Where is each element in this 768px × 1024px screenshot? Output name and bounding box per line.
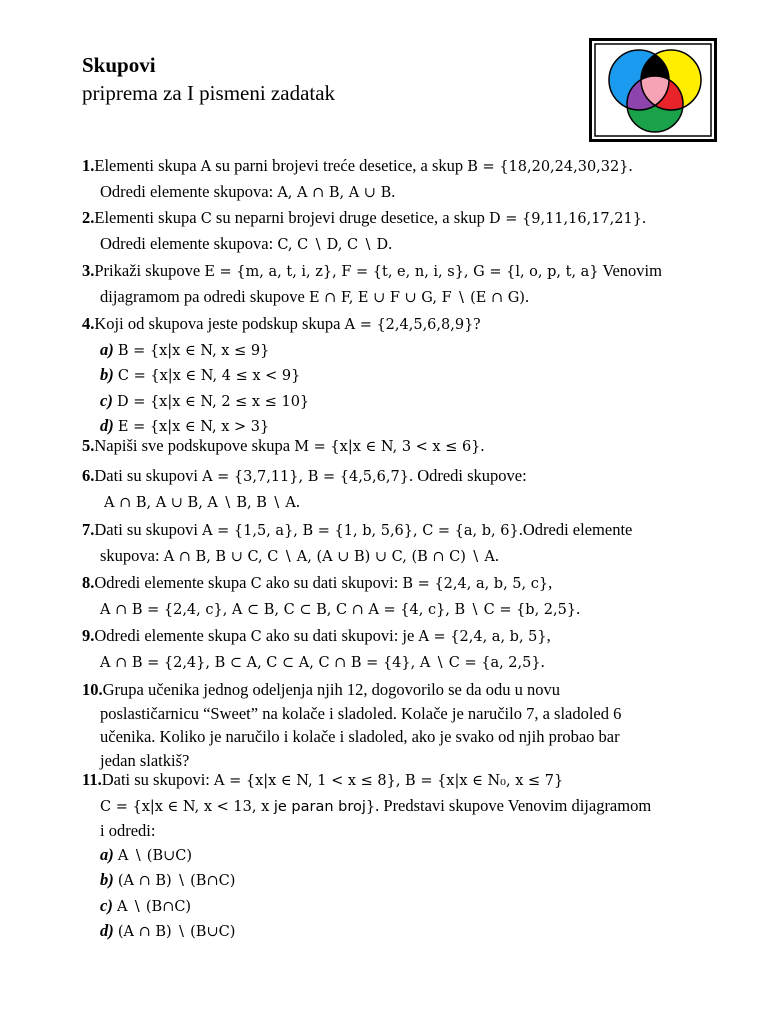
question-7: 7.Dati su skupovi A = {1,5, a}, B = {1, b, 5,6}, C = {a, b, 6}.Odredi elemente skupova: A ∩ B, B ∪ C, C ∖ A, (A ∪ B) ∪ C, (B ∩ C) ∖ A. [82, 520, 633, 565]
question-number: 10. [82, 680, 103, 699]
option-b: b) C = {x|x ∈ N, 4 ≤ x < 9} [100, 365, 301, 384]
question-3: 3.Prikaži skupove E = {m, a, t, i, z}, F = {t, e, n, i, s}, G = {l, o, p, t, a} Venovim dijagramom pa odredi skupove E ∩ F, E ∪ F ∪ G, F ∖ (E ∩ G). [82, 261, 662, 306]
question-10: 10.Grupa učenika jednog odeljenja njih 12, dogovorilo se da odu u novu poslastičarnicu “Sweet” na kolače i sladoled. Kolače je naručilo 7, a sladoled 6 učenika. Koliko je naručilo i kolače i sladoled, ako je svako od njih probao bar jedan slatkiš? [82, 680, 622, 770]
question-number: 3. [82, 261, 95, 280]
option-b: b) (A ∩ B) ∖ (B∩C) [100, 870, 236, 889]
question-8: 8.Odredi elemente skupa C ako su dati skupovi: B = {2,4, a, b, 5, c}, A ∩ B = {2,4, c}, A ⊂ B, C ⊂ B, C ∩ A = {4, c}, B ∖ C = {b, 2,5}. [82, 573, 581, 618]
question-11: 11.Dati su skupovi: A = {x|x ∈ N, 1 < x ≤ 8}, B = {x|x ∈ N₀, x ≤ 7} C = {x|x ∈ N, x < 13, x je paran broj}. Predstavi skupove Venovim dijagramom i odredi: a) A ∖ (B∪C) b) (A ∩ B) ∖ (B∩C) c) A ∖ (B∩C) d) (A ∩ B) ∖ (B∪C) [82, 768, 651, 945]
venn-diagram-icon [589, 38, 717, 142]
question-number: 2. [82, 208, 95, 227]
question-number: 6. [82, 466, 95, 485]
question-2: 2.Elementi skupa C su neparni brojevi druge desetice, a skup D = {9,11,16,17,21}. Odredi elemente skupova: C, C ∖ D, C ∖ D. [82, 208, 647, 253]
question-4: 4.Koji od skupova jeste podskup skupa A = {2,4,5,6,8,9}? a) B = {x|x ∈ N, x ≤ 9} b) C = {x|x ∈ N, 4 ≤ x < 9} c) D = {x|x ∈ N, 2 ≤ x ≤ 10} d) E = {x|x ∈ N, x > 3} [82, 312, 481, 440]
question-5: 5.Napiši sve podskupove skupa M = {x|x ∈ N, 3 < x ≤ 6}. [82, 436, 485, 455]
option-d: d) E = {x|x ∈ N, x > 3} [100, 416, 270, 435]
option-d: d) (A ∩ B) ∖ (B∪C) [100, 921, 236, 940]
question-number: 7. [82, 520, 95, 539]
page-title: Skupovi [82, 53, 156, 77]
option-a: a) B = {x|x ∈ N, x ≤ 9} [100, 339, 270, 359]
question-9: 9.Odredi elemente skupa C ako su dati skupovi: je A = {2,4, a, b, 5}, A ∩ B = {2,4}, B ⊂ A, C ⊂ A, C ∩ B = {4}, A ∖ C = {a, 2,5}. [82, 626, 551, 671]
option-a: a) A ∖ (B∪C) [100, 844, 193, 864]
option-c: c) A ∖ (B∩C) [100, 895, 192, 915]
question-number: 4. [82, 314, 95, 333]
question-number: 9. [82, 626, 95, 645]
question-number: 8. [82, 573, 95, 592]
question-number: 11. [82, 770, 102, 789]
question-1: 1.Elementi skupa A su parni brojevi treće desetice, a skup B = {18,20,24,30,32}. Odredi elemente skupova: A, A ∩ B, A ∪ B. [82, 156, 633, 201]
question-number: 5. [82, 436, 95, 455]
page-subtitle: priprema za I pismeni zadatak [82, 81, 336, 105]
question-6: 6.Dati su skupovi A = {3,7,11}, B = {4,5,6,7}. Odredi skupove: A ∩ B, A ∪ B, A ∖ B, B ∖ A. [82, 466, 527, 511]
option-c: c) D = {x|x ∈ N, 2 ≤ x ≤ 10} [100, 390, 310, 410]
question-number: 1. [82, 156, 95, 175]
